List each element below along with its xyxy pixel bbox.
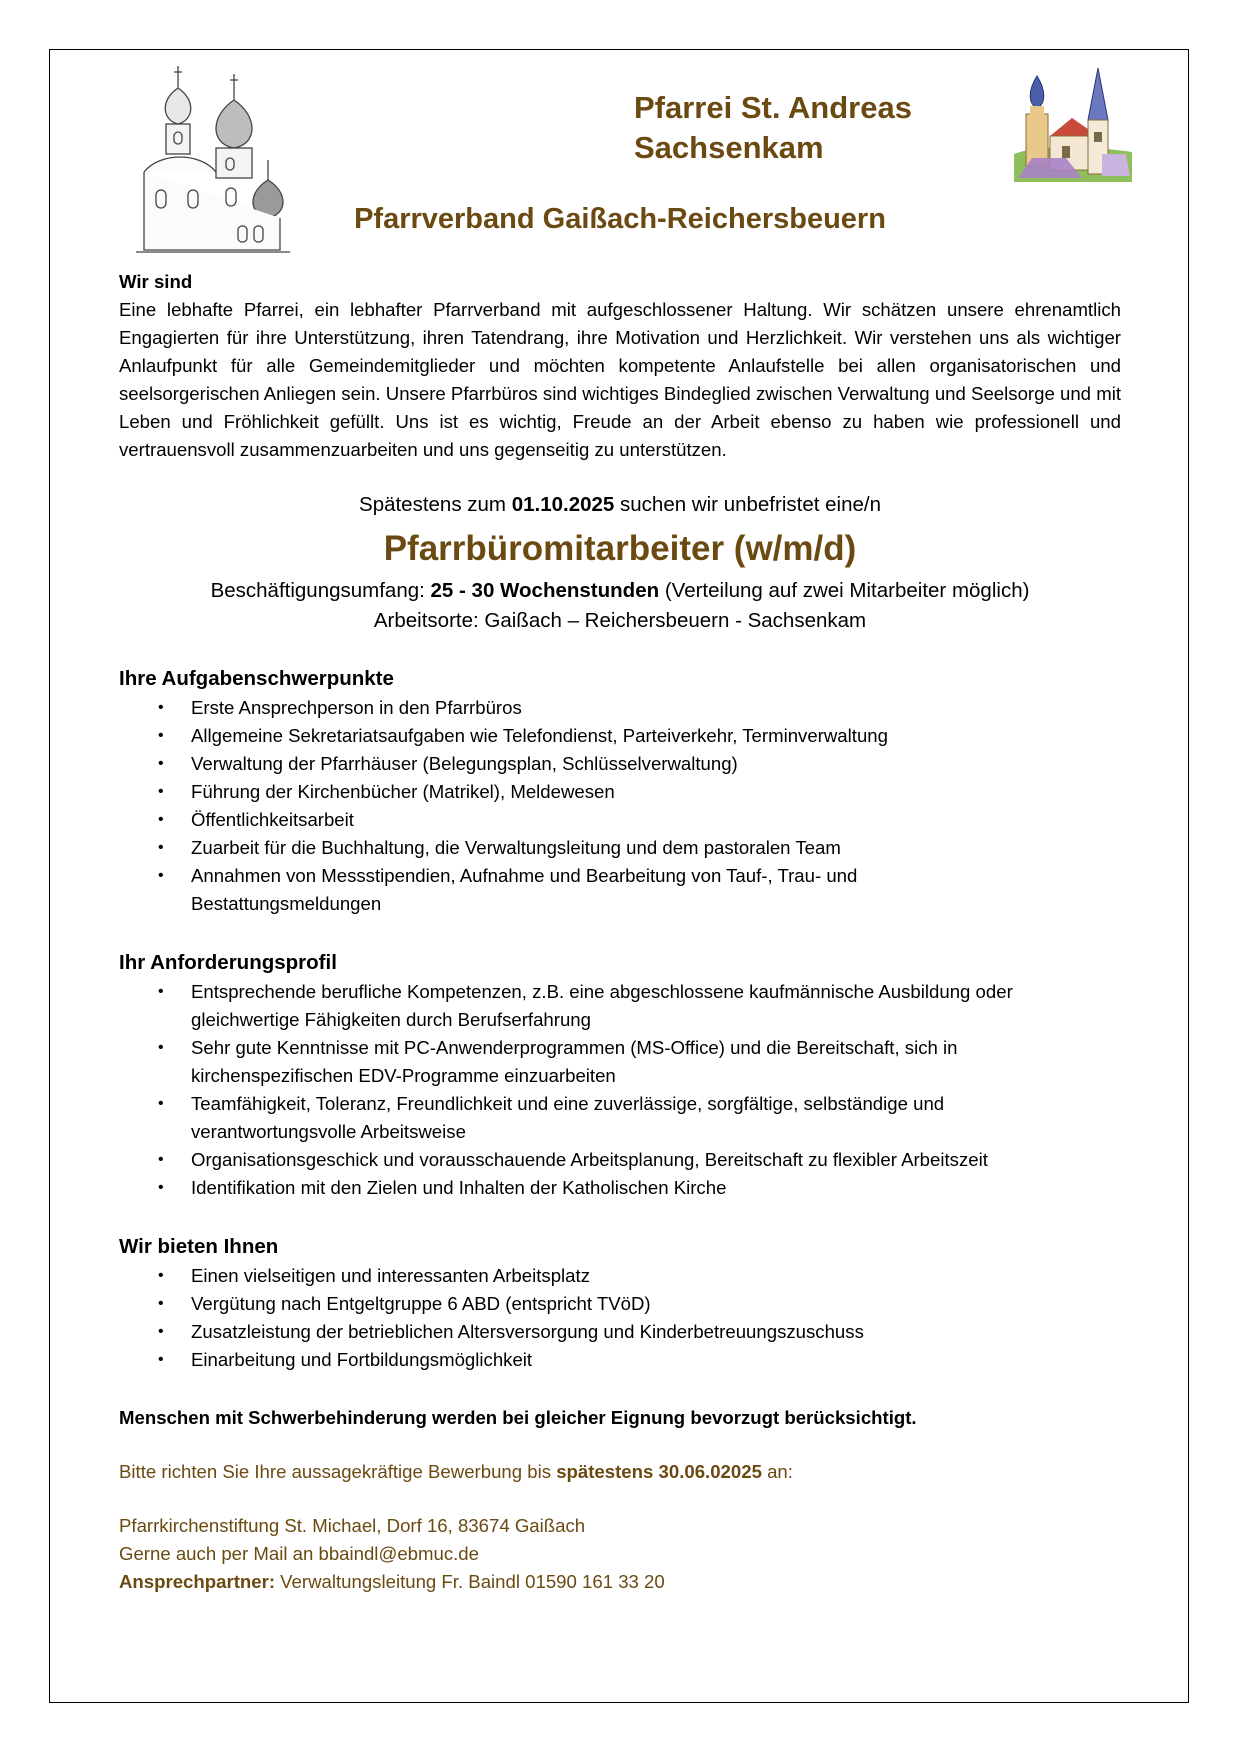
job-lead bbox=[119, 490, 1121, 520]
contact-mail: Gerne auch per Mail an bbaindl@ebmuc.de bbox=[119, 1543, 479, 1564]
job-lead-suffix: suchen wir unbefristet eine/n bbox=[614, 493, 881, 516]
parish-association-title: Pfarrverband Gaißach-Reichersbeuern bbox=[354, 203, 886, 235]
intro-heading: Wir sind bbox=[119, 271, 193, 292]
list-item: • Einen vielseitigen und interessanten Arbeitsplatz bbox=[191, 1262, 1121, 1290]
list-item: • Führung der Kirchenbücher (Matrikel), Meldewesen bbox=[191, 778, 1121, 806]
list-item: • Vergütung nach Entgeltgruppe 6 ABD (entspricht TVöD) bbox=[191, 1290, 1121, 1318]
list-item: • Identifikation mit den Zielen und Inhalten der Katholischen Kirche bbox=[191, 1174, 1121, 1202]
job-scope-prefix: Beschäftigungsumfang: bbox=[210, 579, 431, 602]
profile-heading: Ihr Anforderungsprofil bbox=[119, 951, 337, 974]
offer-list bbox=[119, 1262, 1121, 1374]
list-item: • Organisationsgeschick und vorausschauende Arbeitsplanung, Bereitschaft zu flexibler Arbeitszeit bbox=[191, 1146, 1121, 1174]
list-item: • Allgemeine Sekretariatsaufgaben wie Telefondienst, Parteiverkehr, Terminverwaltung bbox=[191, 722, 1121, 750]
document-body bbox=[119, 268, 1121, 1596]
list-item: • Teamfähigkeit, Toleranz, Freundlichkeit und eine zuverlässige, sorgfältige, selbständige und verantwortungsvolle Arbeitsweise bbox=[191, 1090, 1071, 1146]
list-item: • Zuarbeit für die Buchhaltung, die Verwaltungsleitung und dem pastoralen Team bbox=[191, 834, 1121, 862]
list-item: • Annahmen von Messstipendien, Aufnahme und Bearbeitung von Tauf-, Trau- und Bestattungsmeldungen bbox=[191, 862, 971, 918]
parish-title bbox=[634, 88, 912, 168]
apply-suffix: an: bbox=[761, 1461, 793, 1482]
job-start-date: 01.10.2025 bbox=[511, 493, 615, 516]
offer-heading: Wir bieten Ihnen bbox=[119, 1235, 279, 1258]
list-item: • Zusatzleistung der betrieblichen Altersversorgung und Kinderbetreuungszuschuss bbox=[191, 1318, 1121, 1346]
apply-deadline: spätestens 30.06.02025 bbox=[556, 1461, 762, 1482]
profile-list bbox=[119, 978, 1121, 1202]
contact-address: Pfarrkirchenstiftung St. Michael, Dorf 16, 83674 Gaißach bbox=[119, 1515, 586, 1536]
job-locations: Arbeitsorte: Gaißach – Reichersbeuern - Sachsenkam bbox=[373, 609, 867, 632]
intro-text: Eine lebhafte Pfarrei, ein lebhafter Pfarrverband mit aufgeschlossener Haltung. Wir schätzen unsere ehrenamtlich Engagierten für ihre Unterstützung, ihren Tatendrang, ihre Motivation und Herzlichkeit. Wir verstehen uns als wichtiger Anlaufpunkt für alle Gemeindemitglieder und möchten kompetente Anlaufstelle bei allen organisatorischen und seelsorgerischen Anliegen sein. Unsere Pfarrbüros sind wichtiges Bindeglied zwischen Verwaltung und Seelsorge und mit Leben und Fröhlichkeit gefüllt. Uns ist es wichtig, Freude an der Arbeit ebenso zu haben wie professionell und vertrauensvoll zusammenzuarbeiten und uns gegenseitig zu unterstützen. bbox=[119, 299, 1121, 460]
job-lead-prefix: Spätestens zum bbox=[359, 493, 512, 516]
list-item: • Einarbeitung und Fortbildungsmöglichkeit bbox=[191, 1346, 1121, 1374]
list-item: • Öffentlichkeitsarbeit bbox=[191, 806, 1121, 834]
contact-person-label: Ansprechpartner: bbox=[119, 1571, 276, 1592]
apply-prefix: Bitte richten Sie Ihre aussagekräftige Bewerbung bis bbox=[119, 1461, 557, 1482]
list-item: • Verwaltung der Pfarrhäuser (Belegungsplan, Schlüsselverwaltung) bbox=[191, 750, 1121, 778]
job-scope-hours: 25 - 30 Wochenstunden bbox=[430, 579, 660, 602]
contact-person bbox=[119, 1568, 1121, 1596]
job-scope bbox=[119, 576, 1121, 606]
parish-name-line: Pfarrei St. Andreas bbox=[634, 90, 912, 125]
list-item: • Erste Ansprechperson in den Pfarrbüros bbox=[191, 694, 1121, 722]
application-instructions bbox=[119, 1458, 1121, 1486]
tasks-list bbox=[119, 694, 1121, 918]
parish-place-line: Sachsenkam bbox=[634, 130, 824, 165]
list-item: • Entsprechende berufliche Kompetenzen, z.B. eine abgeschlossene kaufmännische Ausbildung oder gleichwertige Fähigkeiten durch Berufserfahrung bbox=[191, 978, 1121, 1034]
disability-note: Menschen mit Schwerbehinderung werden bei gleicher Eignung bevorzugt berücksichtigt. bbox=[119, 1407, 917, 1428]
church-tower-painting-icon bbox=[1006, 62, 1138, 194]
job-scope-suffix: (Verteilung auf zwei Mitarbeiter möglich) bbox=[659, 579, 1030, 602]
contact-person-value: Verwaltungsleitung Fr. Baindl 01590 161 33 20 bbox=[275, 1571, 665, 1592]
list-item: • Sehr gute Kenntnisse mit PC-Anwenderprogrammen (MS-Office) und die Bereitschaft, sich in kirchenspezifischen EDV-Programme einzuarbeiten bbox=[191, 1034, 1071, 1090]
tasks-heading: Ihre Aufgabenschwerpunkte bbox=[119, 667, 394, 690]
job-title: Pfarrbüromitarbeiter (w/m/d) bbox=[383, 529, 857, 568]
